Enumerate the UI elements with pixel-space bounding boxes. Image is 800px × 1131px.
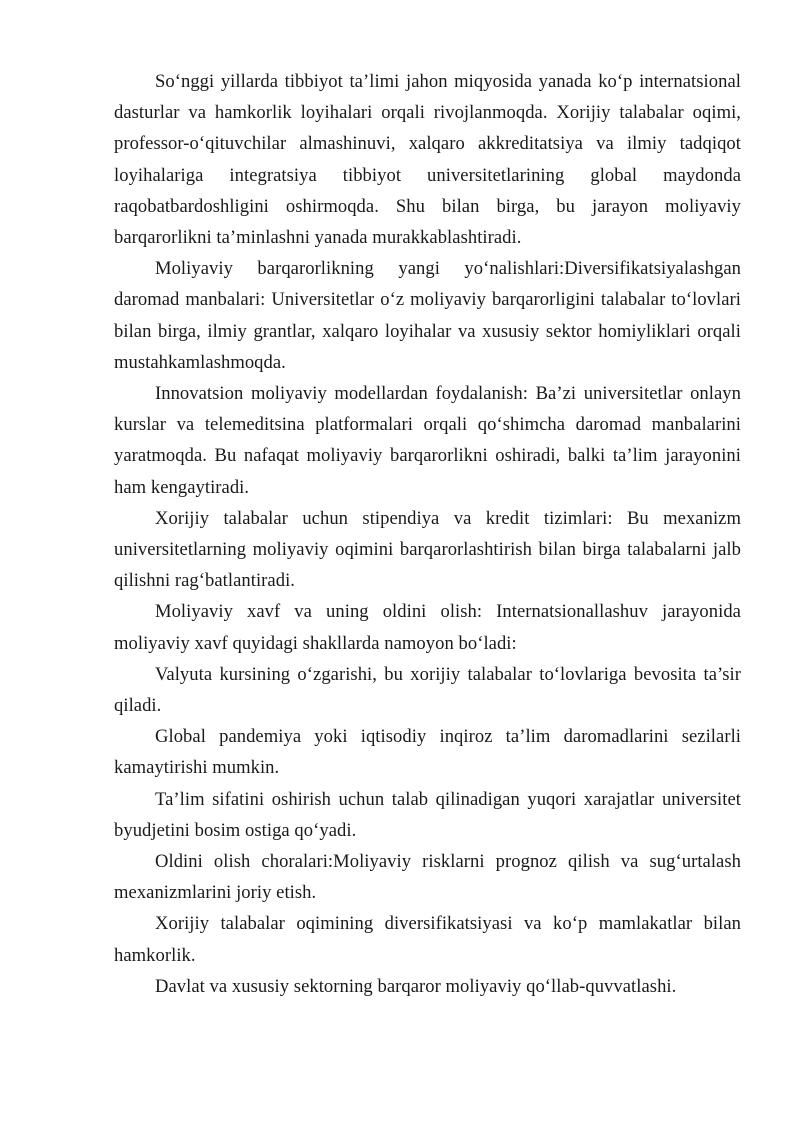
paragraph-intro: So‘nggi yillarda tibbiyot ta’limi jahon miqyosida yanada ko‘p internatsional dasturlar va hamkorlik loyihalari orqali rivojlanmoqda. Xorijiy talabalar oqimi, professor-o‘qituvchilar almashinuvi, xalqaro akkreditatsiya va ilmiy tadqiqot loyihalariga integratsiya tibbiyot universitetlarining global maydonda raqobatbardoshligini oshirmoqda. Shu bilan birga, bu jarayon moliyaviy barqarorlikni ta’minlashni yanada murakkablashtiradi. — [114, 71, 741, 249]
paragraph-financial-stability-directions: Moliyaviy barqarorlikning yangi yo‘nalishlari:Diversifikatsiyalashgan daromad manbalari: Universitetlar o‘z moliyaviy barqarorligini talabalar to‘lovlari bilan birga, ilmiy grantlar, xalqaro loyihalar va xususiy sektor homiyliklari orqali mustahkamlashmoqda. — [114, 258, 741, 373]
paragraph-currency-risk: Valyuta kursining o‘zgarishi, bu xorijiy talabalar to‘lovlariga bevosita ta’sir qiladi. — [114, 663, 741, 717]
paragraph-scholarship-credit: Xorijiy talabalar uchun stipendiya va kredit tizimlari: Bu mexanizm universitetlarning moliyaviy oqimini barqarorlashtirish bilan birga talabalarni jalb qilishni rag‘batlantiradi. — [114, 507, 741, 592]
paragraph-financial-risk: Moliyaviy xavf va uning oldini olish: Internatsionallashuv jarayonida moliyaviy xavf quyidagi shakllarda namoyon bo‘ladi: — [114, 601, 741, 654]
document-body — [114, 66, 741, 1002]
paragraph-pandemic-risk: Global pandemiya yoki iqtisodiy inqiroz ta’lim daromadlarini sezilarli kamaytirishi mumkin. — [114, 726, 741, 779]
paragraph-diversification: Xorijiy talabalar oqimining diversifikatsiyasi va ko‘p mamlakatlar bilan hamkorlik. — [114, 913, 741, 966]
paragraph-state-support: Davlat va xususiy sektorning barqaror moliyaviy qo‘llab-quvvatlashi. — [155, 975, 677, 997]
paragraph-innovative-models: Innovatsion moliyaviy modellardan foydalanish: Ba’zi universitetlar onlayn kurslar va telemeditsina platformalari orqali qo‘shimcha daromad manbalarini yaratmoqda. Bu nafaqat moliyaviy barqarorlikni oshiradi, balki ta’lim jarayonini ham kengaytiradi. — [114, 383, 741, 498]
paragraph-prevention-measures: Oldini olish choralari:Moliyaviy risklarni prognoz qilish va sug‘urtalash mexanizmlarini joriy etish. — [114, 851, 741, 904]
paragraph-cost-risk: Ta’lim sifatini oshirish uchun talab qilinadigan yuqori xarajatlar universitet byudjetini bosim ostiga qo‘yadi. — [114, 788, 741, 841]
